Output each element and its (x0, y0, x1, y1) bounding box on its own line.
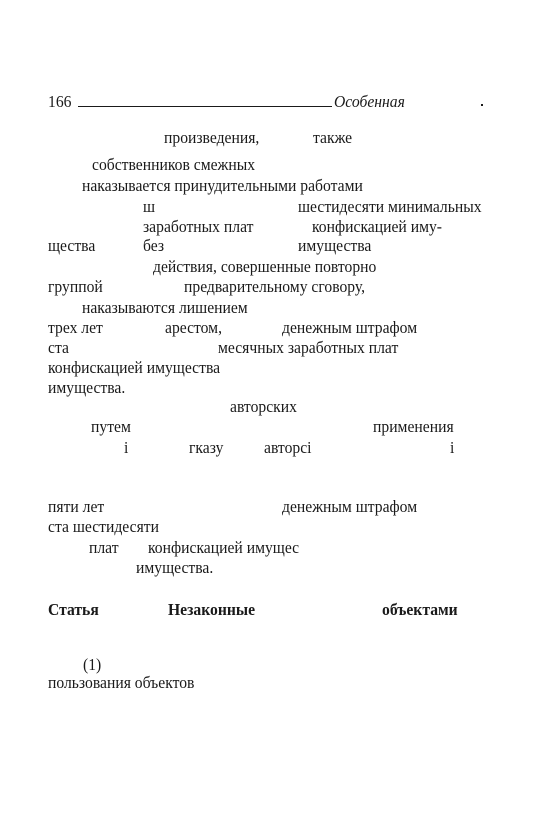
text-fragment: пользования объектов (48, 673, 195, 692)
text-fragment: ш (143, 197, 156, 216)
text-fragment: і (124, 438, 129, 457)
text-fragment: плат (89, 538, 119, 557)
page-number: 166 (48, 92, 72, 111)
text-fragment: имущества (298, 236, 372, 255)
text-fragment: ста (48, 338, 69, 357)
text-fragment: арестом, (165, 318, 222, 337)
article-title: объектами (382, 600, 458, 619)
text-fragment: і (450, 438, 455, 457)
text-fragment: произведения, (164, 128, 260, 147)
article-label: Статья (48, 600, 99, 619)
text-fragment: конфискацией имущества (48, 358, 221, 377)
header-dot (481, 104, 483, 106)
text-fragment: гказу (189, 438, 224, 457)
text-fragment: собственников смежных (92, 155, 256, 174)
text-fragment: денежным штрафом (282, 497, 418, 516)
text-fragment: месячных заработных плат (218, 338, 399, 357)
text-fragment: применения (373, 417, 454, 436)
text-fragment: заработных плат (143, 217, 254, 236)
text-fragment: конфискацией имущес (148, 538, 300, 557)
text-fragment: путем (91, 417, 131, 436)
text-fragment: имущества. (48, 378, 126, 397)
text-fragment: денежным штрафом (282, 318, 418, 337)
text-fragment: наказываются лишением (82, 298, 248, 317)
running-title: Особенная (334, 92, 405, 111)
text-fragment: шестидесяти минимальных (298, 197, 482, 216)
paragraph-number: (1) (83, 655, 102, 674)
text-fragment: без (143, 236, 165, 255)
header-rule (78, 106, 332, 107)
text-fragment: также (313, 128, 353, 147)
text-fragment: действия, совершенные повторно (153, 257, 377, 276)
text-fragment: конфискацией иму- (312, 217, 443, 236)
text-fragment: авторсі (264, 438, 312, 457)
text-fragment: щества (48, 236, 96, 255)
text-fragment: ста шестидесяти (48, 517, 159, 536)
text-fragment: наказывается принудительными работами (82, 176, 363, 195)
text-fragment: трех лет (48, 318, 103, 337)
text-fragment: пяти лет (48, 497, 105, 516)
article-title: Незаконные (168, 600, 256, 619)
text-fragment: авторских (230, 397, 297, 416)
text-fragment: имущества. (136, 558, 214, 577)
text-fragment: предварительному сговору, (184, 277, 366, 296)
text-fragment: группой (48, 277, 103, 296)
